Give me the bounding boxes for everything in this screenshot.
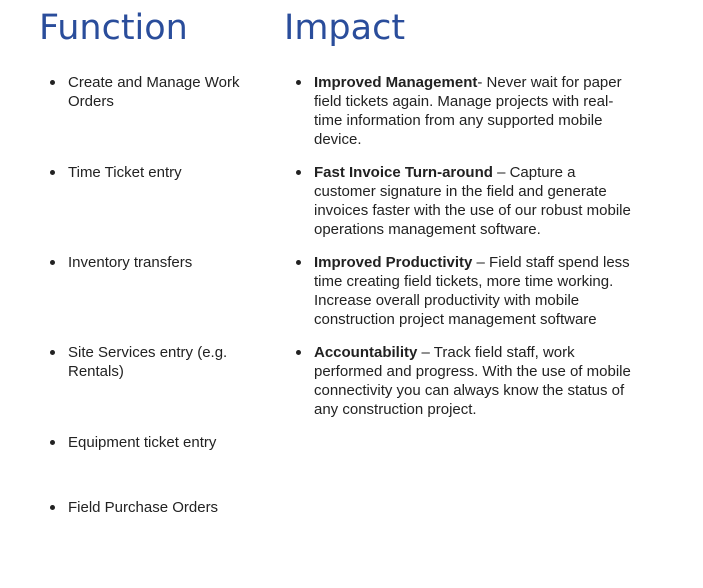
- impact-item-description: – Track field staff, work performed and progress. With the use of mobile connectivity you can always know the status of any construction project.: [314, 344, 631, 418]
- bullet-icon: [296, 260, 301, 265]
- function-item: [50, 498, 255, 588]
- function-item: [50, 343, 255, 433]
- function-item-text: Create and Manage Work Orders: [68, 74, 240, 110]
- bullet-icon: [50, 505, 55, 510]
- impact-item: [296, 73, 641, 163]
- impact-item-description: – Capture a customer signature in the field and generate invoices faster with the use of our robust mobile operations management software.: [314, 164, 631, 238]
- function-item-text: Field Purchase Orders: [68, 499, 219, 516]
- impact-item-text: [314, 253, 641, 329]
- function-item-text: Time Ticket entry: [68, 164, 182, 181]
- impact-item-text: [314, 343, 641, 419]
- bullet-icon: [50, 350, 55, 355]
- function-list: [50, 73, 255, 588]
- bullet-icon: [50, 170, 55, 175]
- impact-item: [296, 343, 641, 433]
- function-item-text: Inventory transfers: [68, 254, 193, 271]
- impact-item: [296, 253, 641, 343]
- function-item: [50, 433, 255, 498]
- function-heading: Function: [39, 8, 188, 48]
- function-item: [50, 163, 255, 253]
- bullet-icon: [50, 440, 55, 445]
- impact-heading: Impact: [284, 8, 406, 48]
- impact-list: [296, 73, 641, 433]
- bullet-icon: [50, 80, 55, 85]
- impact-item-description: – Field staff spend less time creating field tickets, more time working. Increase overall productivity with mobile construction project management software: [314, 254, 630, 328]
- impact-item-description: - Never wait for paper field tickets again. Manage projects with real-time information from any supported mobile device.: [314, 74, 622, 148]
- impact-item-text: [314, 163, 641, 239]
- bullet-icon: [296, 170, 301, 175]
- function-item-text: Equipment ticket entry: [68, 434, 217, 451]
- bullet-icon: [296, 350, 301, 355]
- impact-item: [296, 163, 641, 253]
- function-item: [50, 73, 255, 163]
- impact-item-title: Fast Invoice Turn-around: [314, 164, 493, 181]
- impact-item-title: Accountability: [314, 344, 418, 361]
- function-item-text: Site Services entry (e.g. Rentals): [68, 344, 228, 380]
- impact-item-text: [314, 73, 641, 149]
- impact-item-title: Improved Management: [314, 74, 478, 91]
- impact-item-title: Improved Productivity: [314, 254, 473, 271]
- bullet-icon: [50, 260, 55, 265]
- bullet-icon: [296, 80, 301, 85]
- function-item: [50, 253, 255, 343]
